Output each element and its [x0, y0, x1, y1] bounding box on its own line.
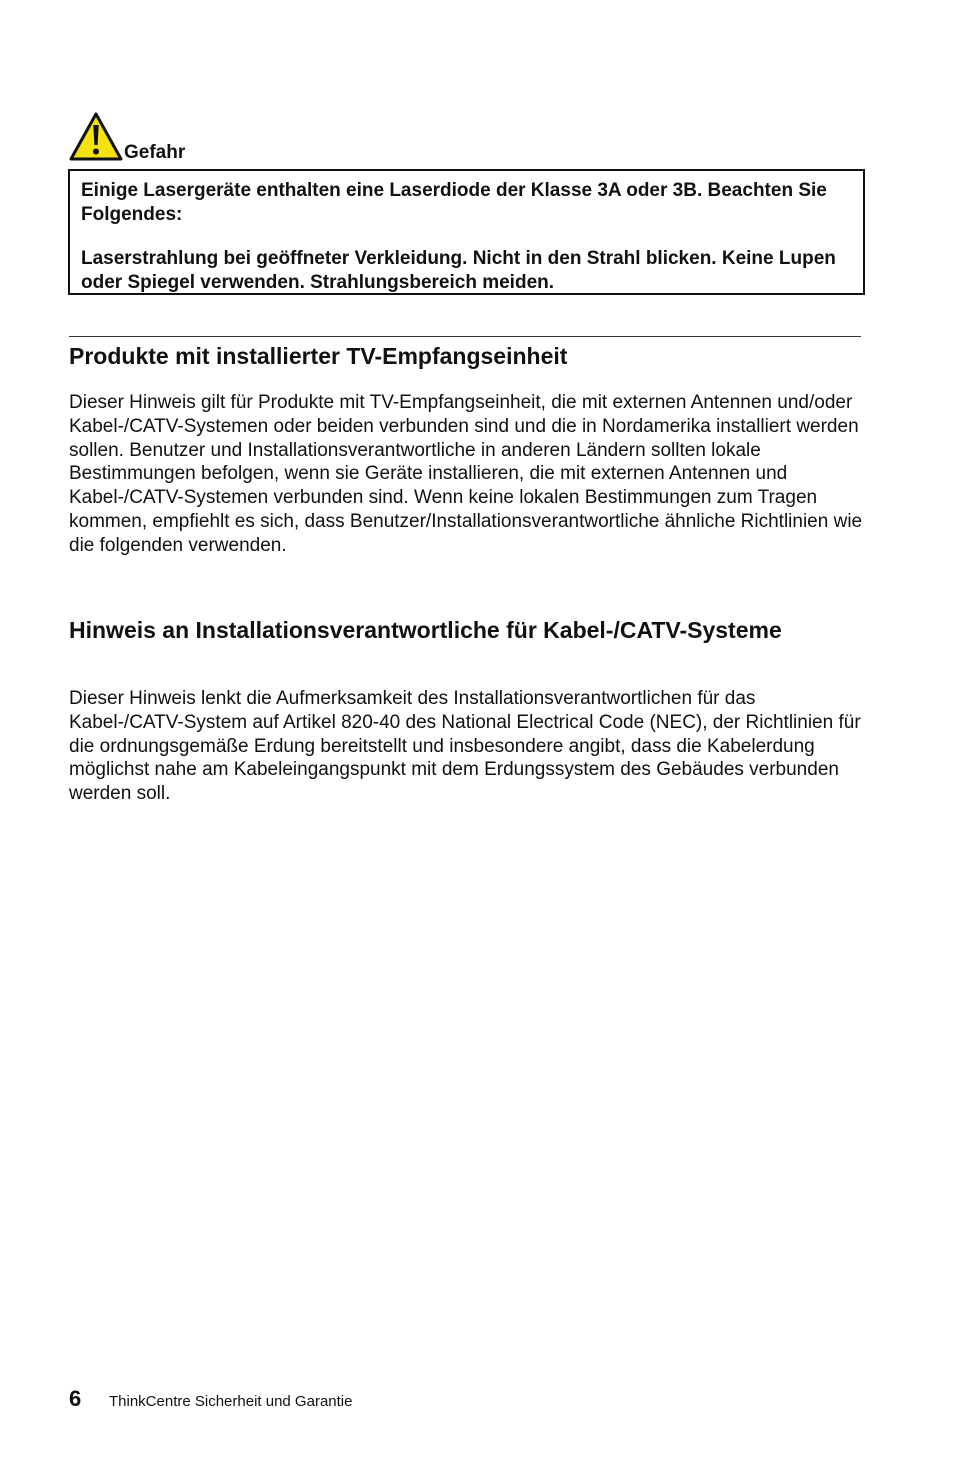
- section-paragraph-catv-installers: Dieser Hinweis lenkt die Aufmerksamkeit des Installationsverantwortlichen für das Kabel-/CATV-System auf Artikel 820-40 des National Electrical Code (NEC), der Richtlinien für die ordnungsgemäße Erdung bereitstellt und insbesondere angibt, dass die Kabelerdung möglichst nahe am Kabeleingangspunkt mit dem Erdungssystem des Gebäudes verbunden werden soll.: [69, 688, 861, 805]
- section-heading-catv-installers: Hinweis an Installationsverantwortliche für Kabel-/CATV-Systeme: [69, 617, 782, 643]
- danger-notice-paragraph: Einige Lasergeräte enthalten eine Laserdiode der Klasse 3A oder 3B. Beachten Sie Folgendes:: [81, 180, 827, 225]
- danger-notice-paragraph: Laserstrahlung bei geöffneter Verkleidung. Nicht in den Strahl blicken. Keine Lupen oder Spiegel verwenden. Strahlungsbereich meiden.: [81, 248, 836, 293]
- danger-notice-box: [68, 169, 865, 295]
- danger-notice-header: [69, 110, 185, 162]
- section-paragraph-tv-receiver: Dieser Hinweis gilt für Produkte mit TV-Empfangseinheit, die mit externen Antennen und/oder Kabel-/CATV-Systemen oder beiden verbunden sind und die in Nordamerika installiert werden sollen. Benutzer und Installationsverantwortliche in anderen Ländern sollten lokale Bestimmungen befolgen, wenn sie Geräte installieren, die mit externen Antennen und Kabel-/CATV-Systemen verbunden sind. Wenn keine lokalen Bestimmungen zum Tragen kommen, empfiehlt es sich, dass Benutzer/Installationsverantwortliche ähnliche Richtlinien wie die folgenden verwenden.: [69, 392, 863, 556]
- page-number: 6: [69, 1386, 82, 1411]
- section-divider: [69, 336, 861, 337]
- page-footer: [69, 1386, 352, 1412]
- warning-triangle-icon: [69, 112, 123, 162]
- footer-document-title: ThinkCentre Sicherheit und Garantie: [109, 1393, 353, 1410]
- section-heading-tv-receiver: Produkte mit installierter TV-Empfangseinheit: [69, 343, 568, 369]
- danger-label: Gefahr: [124, 142, 186, 163]
